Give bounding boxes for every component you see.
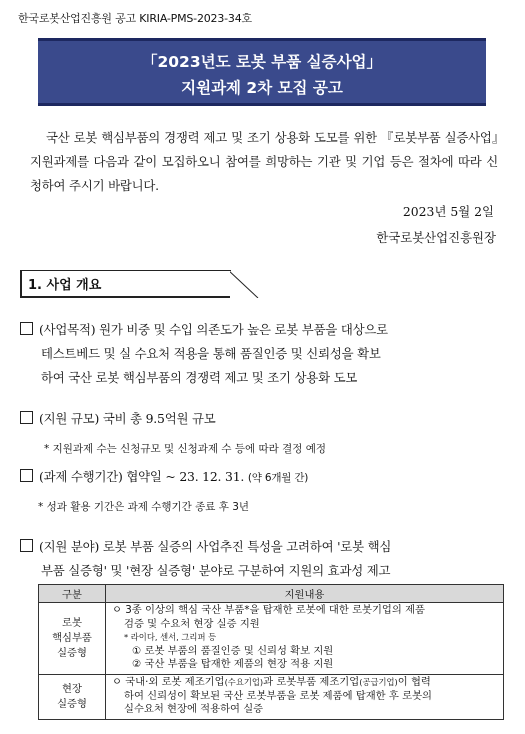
checkbox-square-icon <box>20 469 33 482</box>
period-item <box>20 465 506 490</box>
intro-paragraph: 국산 로봇 핵심부품의 경쟁력 제고 및 조기 상용화 도모를 위한 『로봇부품 실증사업』지원과제를 다음과 같이 모집하오니 참여를 희망하는 기관 및 기업 등은 절차에 따라 신청하여 주시기 바랍니다. <box>30 130 498 193</box>
section-header-left-border <box>20 270 22 298</box>
field-line-2: 부품 실증형' 및 '현장 실증형' 분야로 구분하여 지원의 효과성 제고 <box>41 563 391 578</box>
period-text: (과제 수행기간) 협약일 ~ 23. 12. 31. <box>39 469 245 484</box>
period-note: * 성과 활용 기간은 과제 수행기간 종료 후 3년 <box>38 501 250 513</box>
section-header-top-line <box>20 270 232 272</box>
purpose-line-2: 테스트베드 및 실 수요처 적용을 통해 품질인증 및 신뢰성을 확보 <box>41 346 381 361</box>
scale-item <box>20 407 506 431</box>
section-1-title: 1. 사업 개요 <box>28 278 102 293</box>
purpose-item <box>20 318 506 390</box>
table-row <box>39 674 504 719</box>
purpose-line-1: (사업목적) 원가 비중 및 수입 의존도가 높은 로봇 부품을 대상으로 <box>39 322 388 337</box>
checkbox-square-icon <box>20 539 33 552</box>
row2-line1c: 과 로봇부품 제조기업 <box>263 675 360 688</box>
row2-cat-line1: 현장 <box>62 682 82 695</box>
row2-line1a: ㅇ 국내·외 로봇 제조기업 <box>112 675 225 688</box>
purpose-line-3: 하여 국산 로봇 핵심부품의 경쟁력 제고 및 조기 상용화 도모 <box>41 370 358 385</box>
row2-line1 <box>112 676 498 690</box>
row2-content <box>106 674 504 719</box>
row2-cat-line2: 실증형 <box>57 697 87 710</box>
field-line-1: (지원 분야) 로봇 부품 실증의 사업추진 특성을 고려하여 '로봇 핵심 <box>39 539 392 554</box>
row2-category <box>39 674 106 719</box>
scale-text: (지원 규모) 국비 총 9.5억원 규모 <box>39 411 216 426</box>
row2-line1e: 이 협력 <box>397 675 431 688</box>
row1-line1: ㅇ 3종 이상의 핵심 국산 부품*을 탑재한 로봇에 대한 로봇기업의 제품 <box>112 604 425 616</box>
checkbox-square-icon <box>20 322 33 335</box>
title-banner <box>38 38 486 106</box>
checkbox-square-icon <box>20 411 33 424</box>
field-item <box>20 535 506 583</box>
row2-line3: 실수요처 현장에 적용하여 실증 <box>124 703 264 716</box>
table-head-category: 구분 <box>39 585 106 603</box>
row2-line1d: (공급기업) <box>359 676 398 687</box>
row1-cat-line1: 로봇 <box>62 616 82 629</box>
section-header-diagonal <box>230 270 268 298</box>
table-header-row <box>39 585 504 603</box>
title-line-1: 「2023년도 로봇 부품 실증사업」 <box>141 53 383 71</box>
row1-sub1: ① 로봇 부품의 품질인증 및 신뢰성 확보 지원 <box>132 644 334 657</box>
issuing-organization: 한국로봇산업진흥원장 <box>376 230 496 245</box>
announcement-date: 2023년 5월 2일 <box>402 204 494 219</box>
table-head-content: 지원내용 <box>106 585 504 603</box>
row1-content <box>106 603 504 675</box>
row1-cat-line2: 핵심부품 <box>52 631 92 644</box>
row2-line1b: (수요기업) <box>224 676 264 687</box>
row1-note: * 라이다, 센서, 그리퍼 등 <box>124 632 217 643</box>
row1-line2: 검증 및 수요처 현장 실증 지원 <box>124 617 260 630</box>
title-line-2: 지원과제 2차 모집 공고 <box>181 79 343 97</box>
row1-cat-line3: 실증형 <box>57 646 87 659</box>
period-paren: (약 6개월 간) <box>247 472 309 484</box>
section-1-header <box>20 270 230 298</box>
support-table <box>38 584 504 720</box>
table-row <box>39 603 504 675</box>
row1-category <box>39 603 106 675</box>
row2-line2: 하여 신뢰성이 확보된 국산 로봇부품을 로봇 제품에 탑재한 후 로봇의 <box>124 689 432 702</box>
scale-note: * 지원과제 수는 신청규모 및 신청과제 수 등에 따라 결정 예정 <box>44 443 327 455</box>
doc-number: 한국로봇산업진흥원 공고 KIRIA-PMS-2023-34호 <box>18 12 252 25</box>
row1-sub2: ② 국산 부품을 탑재한 제품의 현장 적용 지원 <box>132 658 334 671</box>
